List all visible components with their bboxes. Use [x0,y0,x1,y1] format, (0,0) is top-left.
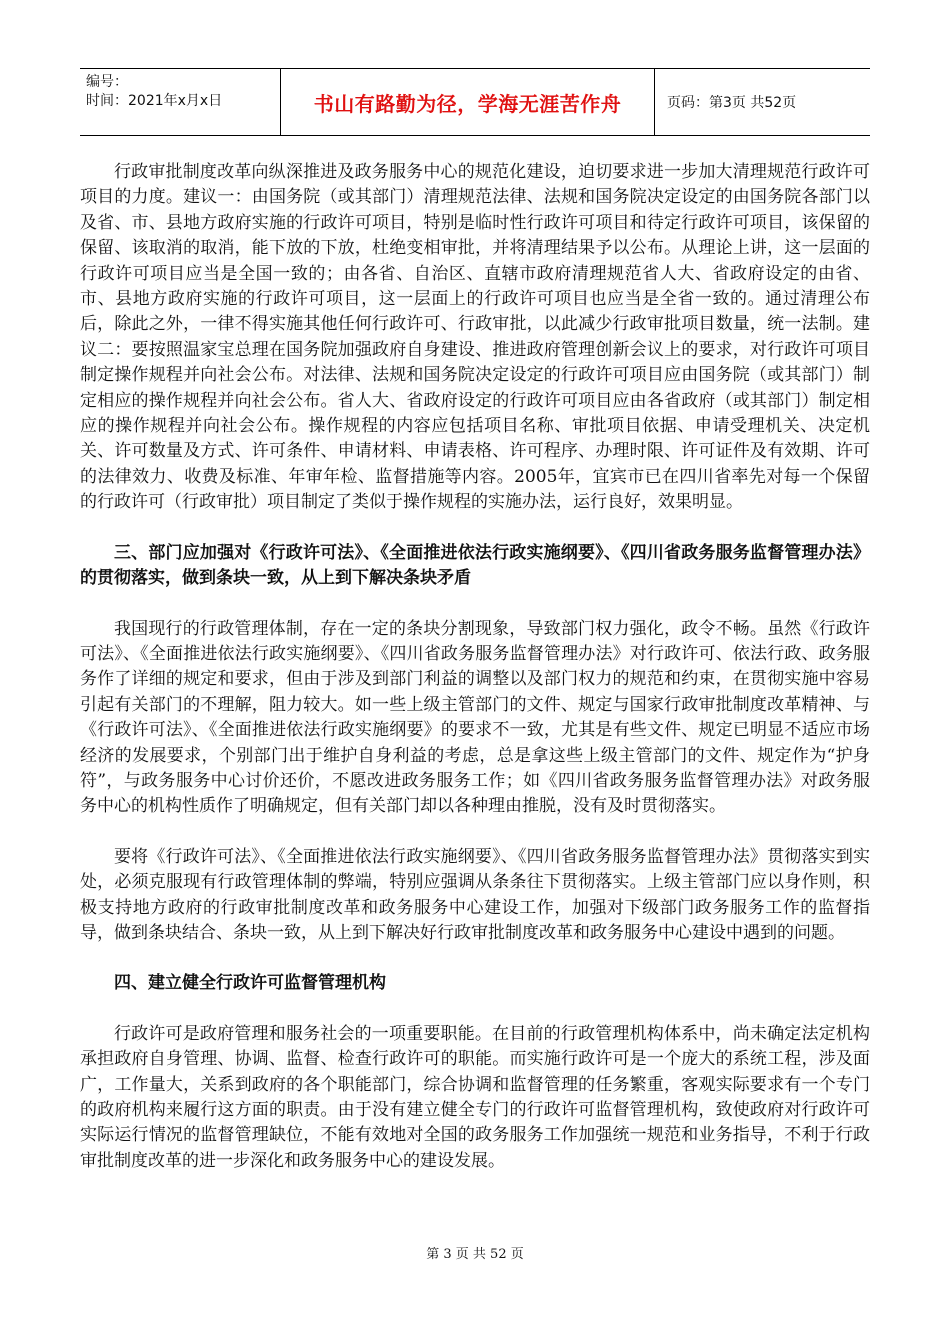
header-page-info: 页码：第3页 共52页 [667,95,797,111]
document-number-label: 编号： [86,74,128,90]
paragraph-3: 要将《行政许可法》、《全面推进依法行政实施纲要》、《四川省政务服务监督管理办法》贯彻落实到实处，必须克服现有行政管理体制的弊端，特别应强调从条条往下贯彻落实。上级主管部门应以身作则，积极支持地方政府的行政审批制度改革和政务服务中心建设工作，加强对下级部门政务服务工作的监督指导，做到条块结合、条块一致，从上到下解决好行政审批制度改革和政务服务中心建设中遇到的问题。 [80,846,870,943]
header-meta [80,69,280,135]
document-body [80,160,870,1199]
page-footer: 第 3 页 共 52 页 [426,1247,524,1262]
page-header [80,68,870,136]
header-motto: 书山有路勤为径，学海无涯苦作舟 [280,69,655,135]
paragraph-2: 我国现行的行政管理体制，存在一定的条块分割现象，导致部门权力强化，政令不畅。虽然《行政许可法》、《全面推进依法行政实施纲要》、《四川省政务服务监督管理办法》对行政许可、依法行政、政务服务作了详细的规定和要求，但由于涉及到部门利益的调整以及部门权力的规范和约束，在贯彻实施中容易引起有关部门的不理解，阻力较大。如一些上级主管部门的文件、规定与国家行政审批制度改革精神、与《行政许可法》、《全面推进依法行政实施纲要》的要求不一致，尤其是有些文件、规定已明显不适应市场经济的发展要求，个别部门出于维护自身利益的考虑，总是拿这些上级主管部门的文件、规定作为“护身符”，与政务服务中心讨价还价，不愿改进政务服务工作；如《四川省政务服务监督管理办法》对政务服务中心的机构性质作了明确规定，但有关部门却以各种理由推脱，没有及时贯彻落实。 [80,618,870,817]
section-heading-3: 三、部门应加强对《行政许可法》、《全面推进依法行政实施纲要》、《四川省政务服务监督管理办法》的贯彻落实，做到条块一致，从上到下解决条块矛盾 [80,542,870,589]
document-time-label: 时间：2021年x月x日 [86,93,223,109]
paragraph-4: 行政许可是政府管理和服务社会的一项重要职能。在目前的行政管理机构体系中，尚未确定法定机构承担政府自身管理、协调、监督、检查行政许可的职能。而实施行政许可是一个庞大的系统工程，涉及面广，工作量大，关系到政府的各个职能部门，综合协调和监督管理的任务繁重，客观实际要求有一个专门的政府机构来履行这方面的职责。由于没有建立健全专门的行政许可监督管理机构，致使政府对行政许可实际运行情况的监督管理缺位，不能有效地对全国的政务服务工作加强统一规范和业务指导，不利于行政审批制度改革的进一步深化和政务服务中心的建设发展。 [80,1023,870,1171]
section-heading-4: 四、建立健全行政许可监督管理机构 [114,973,386,994]
paragraph-1: 行政审批制度改革向纵深推进及政务服务中心的规范化建设，迫切要求进一步加大清理规范行政许可项目的力度。建议一：由国务院（或其部门）清理规范法律、法规和国务院决定设定的由国务院各部门以及省、市、县地方政府实施的行政许可项目，特别是临时性行政许可项目和待定行政许可项目，该保留的保留、该取消的取消，能下放的下放，杜绝变相审批，并将清理结果予以公布。从理论上讲，这一层面的行政许可项目应当是全国一致的；由各省、自治区、直辖市政府清理规范省人大、省政府设定的由省、市、县地方政府实施的行政许可项目，这一层面上的行政许可项目也应当是全省一致的。通过清理公布后，除此之外，一律不得实施其他任何行政许可、行政审批，以此减少行政审批项目数量，统一法制。建议二：要按照温家宝总理在国务院加强政府自身建设、推进政府管理创新会议上的要求，对行政许可项目制定操作规程并向社会公布。对法律、法规和国务院决定设定的行政许可项目应由国务院（或其部门）制定相应的操作规程并向社会公布。省人大、省政府设定的行政许可项目应由各省政府（或其部门）制定相应的操作规程并向社会公布。操作规程的内容应包括项目名称、审批项目依据、申请受理机关、决定机关、许可数量及方式、许可条件、申请材料、申请表格、许可程序、办理时限、许可证件及有效期、许可的法律效力、收费及标准、年审年检、监督措施等内容。2005年，宜宾市已在四川省率先对每一个保留的行政许可（行政审批）项目制定了类似于操作规程的实施办法，运行良好，效果明显。 [80,162,870,513]
